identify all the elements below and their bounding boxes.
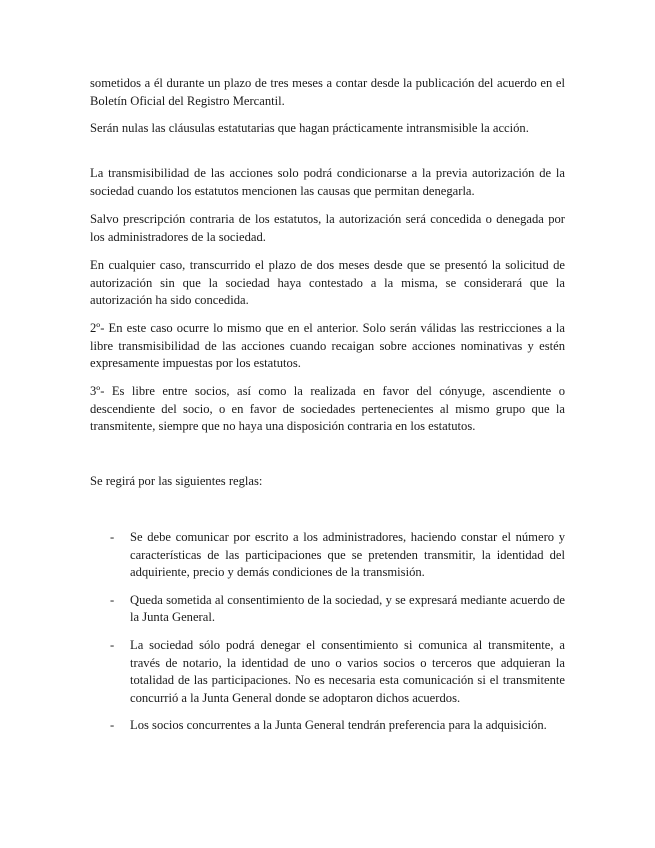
paragraph-two-months: En cualquier caso, transcurrido el plazo de dos meses desde que se presentó la solicitud de autorización sin que la sociedad haya contestado a la misma, se considerará que la autorización ha sido concedida. <box>90 258 565 308</box>
paragraph-publication-term: sometidos a él durante un plazo de tres meses a contar desde la publicación del acuerdo en el Boletín Oficial del Registro Mercantil. <box>90 76 565 108</box>
paragraph-second-case: 2º- En este caso ocurre lo mismo que en el anterior. Solo serán válidas las restricciones a la libre transmisibilidad de las acciones cuando recaigan sobre acciones nominativas y estén expresamente impuestas por los estatutos. <box>90 321 565 371</box>
rule-text: Se debe comunicar por escrito a los administradores, haciendo constar el número y características de las participaciones que se pretenden transmitir, la identidad del adquiriente, precio y demás condiciones de la transmisión. <box>130 530 565 580</box>
bullet-dash: - <box>110 637 115 652</box>
rule-text: Los socios concurrentes a la Junta General tendrán preferencia para la adquisición. <box>130 718 547 733</box>
bullet-dash: - <box>110 718 115 733</box>
paragraph-transmissibility: La transmisibilidad de las acciones solo podrá condicionarse a la previa autorización de la sociedad cuando los estatutos mencionen las causas que permitan denegarla. <box>90 166 565 198</box>
list-item <box>90 592 565 627</box>
rule-text: Queda sometida al consentimiento de la sociedad, y se expresará mediante acuerdo de la Junta General. <box>130 592 565 625</box>
paragraph-authorization: Salvo prescripción contraria de los estatutos, la autorización será concedida o denegada por los administradores de la sociedad. <box>90 212 565 244</box>
rule-text: La sociedad sólo podrá denegar el consentimiento si comunica al transmitente, a través de notario, la identidad de uno o varios socios o terceros que adquieran la totalidad de las participaciones. No es necesaria esta comunicación si el transmitente concurrió a la Junta General donde se adoptaron dichos acuerdos. <box>130 637 565 705</box>
rules-list <box>90 529 565 745</box>
bullet-dash: - <box>110 530 115 544</box>
list-item <box>90 529 565 582</box>
paragraph-third-case: 3º- Es libre entre socios, así como la realizada en favor del cónyuge, ascendiente o descendiente del socio, o en favor de sociedades pertenecientes al mismo grupo que la transmitente, siempre que no haya una disposición contraria en los estatutos. <box>90 384 565 434</box>
list-item <box>90 717 565 735</box>
rules-intro: Se regirá por las siguientes reglas: <box>90 474 263 488</box>
paragraph-null-clauses: Serán nulas las cláusulas estatutarias que hagan prácticamente intransmisible la acción. <box>90 121 529 135</box>
bullet-dash: - <box>110 592 115 607</box>
list-item <box>90 637 565 707</box>
